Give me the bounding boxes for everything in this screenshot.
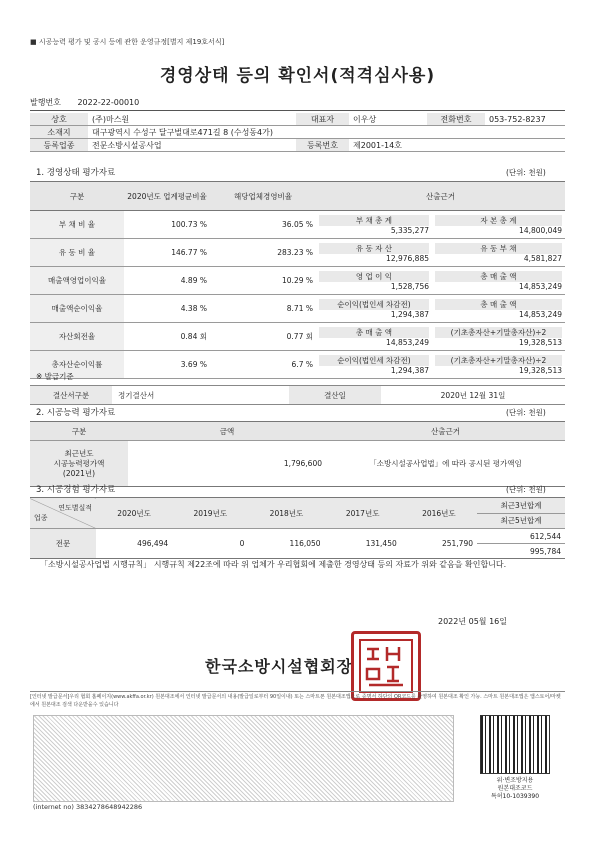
verification-notice: [인터넷 발급문서]우리 협회 홈페이지(www.akffa.or.kr) 원본대조에서 인터넷 발급문서의 내용(발급일로부터 90일이내) 또는 스마트폰 원본대조앱으로 증명서 하단의 QR코드를 촬영하여 원본대조 확인 가능. 스마트 원본대조앱은 앱스토어/마켓에서 원본대조 검색 다운받을수 있습니다: [30, 694, 561, 708]
basis-numerator: [316, 351, 432, 379]
basis-denominator-value: 4,581,827: [523, 253, 562, 263]
company-name: (주)마스원: [88, 113, 296, 126]
col-header-category: 구분: [30, 422, 128, 441]
col-header-industry-average: 2020년도 업계평균비율: [124, 182, 210, 211]
ratio-name: 매출액영업이익율: [30, 267, 124, 295]
firm-ratio: 283.23 %: [210, 239, 316, 267]
basis-denominator-value: 14,800,049: [519, 225, 562, 235]
phone: 053-752-8237: [485, 113, 565, 126]
basis-denominator-value: 19,328,513: [519, 365, 562, 375]
basis-numerator-value: 1,528,756: [390, 281, 429, 291]
capacity-amount: 1,796,600: [128, 441, 326, 487]
ratio-row: [30, 351, 565, 379]
firm-ratio: 6.7 %: [210, 351, 316, 379]
col-header-category: 구분: [30, 182, 124, 211]
ratio-row: [30, 295, 565, 323]
registration-label: 등록번호: [296, 139, 349, 152]
settlement-type: 정기결산서: [112, 386, 289, 405]
settlement-date-label: 결산일: [289, 386, 381, 405]
basis-numerator-label: 영 업 이 익: [319, 271, 429, 282]
divider: [30, 691, 565, 692]
col-header-calculation-basis: 산출근거: [326, 422, 565, 441]
basis-denominator-label: 총 매 출 액: [435, 271, 562, 282]
basis-numerator-value: 1,294,387: [390, 309, 429, 319]
basis-numerator-value: 14,853,249: [386, 337, 429, 347]
ratio-row: [30, 267, 565, 295]
basis-denominator: [432, 239, 565, 267]
company-name-label: 상호: [30, 113, 88, 126]
ratio-name: 유 동 비 율: [30, 239, 124, 267]
firm-ratio: 36.05 %: [210, 211, 316, 239]
basis-denominator: [432, 351, 565, 379]
anti-forgery-pattern: [33, 715, 454, 802]
issuance-basis-table: [30, 385, 565, 405]
basis-denominator-label: 총 매 출 액: [435, 299, 562, 310]
section1-unit: (단위: 천원): [506, 168, 546, 177]
representative: 이우상: [349, 113, 427, 126]
basis-numerator: [316, 239, 432, 267]
basis-denominator-label: (기초총자산+기말총자산)÷2: [435, 355, 562, 366]
business-type-label: 등록업종: [30, 139, 88, 152]
construction-capacity-table: [30, 421, 565, 487]
col-header-amount: 금액: [128, 422, 326, 441]
ratio-name: 총자산순이익률: [30, 351, 124, 379]
management-status-table: [30, 181, 565, 379]
year-header: 2017년도: [325, 498, 401, 529]
issuing-organization: 한국소방시설협회장: [205, 657, 354, 676]
qr-caption-line2: 원본대조코드: [497, 785, 533, 792]
col-header-calculation-basis: 산출근거: [316, 182, 565, 211]
sum3-header: 최근3년합계: [477, 498, 565, 514]
section3-title: 3. 시공경험 평가자료: [36, 485, 116, 495]
capacity-row-label: [30, 441, 128, 487]
issue-number: [30, 97, 139, 108]
phone-label: 전화번호: [427, 113, 485, 126]
basis-denominator-value: 19,328,513: [519, 337, 562, 347]
address: 대구광역시 수성구 달구벌대로471길 8 (수성동4가): [88, 126, 565, 139]
section1-title: 1. 경영상태 평가자료: [36, 168, 116, 178]
confirmation-statement: 「소방시설공사업법 시행규칙」 시행규칙 제22조에 따라 위 업체가 우리협회에 제출한 경영상태 등의 자료가 위와 같음을 확인합니다.: [40, 560, 507, 569]
row-label-specialty: 전문: [30, 529, 96, 559]
basis-numerator-label: 부 채 총 계: [319, 215, 429, 226]
basis-denominator: [432, 267, 565, 295]
firm-ratio: 0.77 회: [210, 323, 316, 351]
registration-number: 제2001-14호: [349, 139, 565, 152]
industry-average-ratio: 146.77 %: [124, 239, 210, 267]
corner-bottom-label: 업종: [34, 514, 48, 522]
basis-numerator: [316, 323, 432, 351]
year-value: 251,790: [401, 529, 477, 559]
industry-average-ratio: 4.89 %: [124, 267, 210, 295]
firm-ratio: 10.29 %: [210, 267, 316, 295]
basis-numerator: [316, 211, 432, 239]
year-header: 2020년도: [96, 498, 172, 529]
qr-caption: [478, 777, 552, 801]
year-value: 0: [172, 529, 248, 559]
ratio-name: 부 채 비 율: [30, 211, 124, 239]
basis-denominator-value: 14,853,249: [519, 281, 562, 291]
ratio-row: [30, 211, 565, 239]
basis-numerator-label: 유 동 자 산: [319, 243, 429, 254]
basis-numerator-value: 1,294,387: [390, 365, 429, 375]
divider: [30, 110, 565, 111]
address-label: 소재지: [30, 126, 88, 139]
year-header: 2019년도: [172, 498, 248, 529]
industry-average-ratio: 100.73 %: [124, 211, 210, 239]
capacity-basis: 「소방시설공사업법」에 따라 공시된 평가액임: [326, 441, 565, 487]
basis-denominator: [432, 323, 565, 351]
qr-caption-line3: 특허10-1039390: [490, 793, 540, 800]
form-reference-note: ■ 시공능력 평가 및 공시 등에 관한 운영규정[별지 제19호서식]: [30, 37, 224, 47]
total5-value: 995,784: [477, 544, 565, 559]
sum5-header: 최근5년합계: [477, 513, 565, 529]
basis-numerator: [316, 267, 432, 295]
verification-qr-code: [480, 715, 550, 774]
basis-denominator-label: 자 본 총 계: [435, 215, 562, 226]
basis-denominator: [432, 211, 565, 239]
capacity-label-line1: 최근년도: [64, 448, 94, 458]
internet-number: (internet no) 3834278648942286: [33, 803, 143, 811]
year-value: 131,450: [325, 529, 401, 559]
basis-numerator-label: 순이익(법인세 차감전): [319, 299, 429, 310]
ratio-name: 자산회전율: [30, 323, 124, 351]
section2-title: 2. 시공능력 평가자료: [36, 408, 116, 418]
capacity-label-line3: (2021년): [62, 468, 96, 478]
ratio-name: 매출액순이익율: [30, 295, 124, 323]
year-header: 2018년도: [248, 498, 324, 529]
issue-date: 2022년 05월 16일: [438, 617, 507, 626]
construction-experience-table: [30, 497, 565, 559]
section2-unit: (단위: 천원): [506, 408, 546, 417]
company-info-table: [30, 113, 565, 152]
issue-number-value: 2022-22-00010: [77, 98, 140, 107]
total3-value: 612,544: [477, 529, 565, 544]
basis-numerator-label: 순이익(법인세 차감전): [319, 355, 429, 366]
business-type: 전문소방시설공사업: [88, 139, 296, 152]
basis-numerator-value: 5,335,277: [390, 225, 429, 235]
ratio-row: [30, 323, 565, 351]
industry-average-ratio: 0.84 회: [124, 323, 210, 351]
document-title: 경영상태 등의 확인서(적격심사용): [159, 66, 436, 86]
settlement-type-label: 결산서구분: [30, 386, 112, 405]
basis-numerator: [316, 295, 432, 323]
industry-average-ratio: 4.38 %: [124, 295, 210, 323]
firm-ratio: 8.71 %: [210, 295, 316, 323]
basis-numerator-label: 총 매 출 액: [319, 327, 429, 338]
section3-unit: (단위: 천원): [506, 485, 546, 494]
year-value: 116,050: [248, 529, 324, 559]
year-header: 2016년도: [401, 498, 477, 529]
year-value: 496,494: [96, 529, 172, 559]
industry-average-ratio: 3.69 %: [124, 351, 210, 379]
ratio-row: [30, 239, 565, 267]
settlement-date: 2020년 12월 31일: [381, 386, 565, 405]
representative-label: 대표자: [296, 113, 349, 126]
qr-caption-line1: 위·변조방지용: [496, 777, 534, 784]
issue-number-label: 발행번호: [30, 98, 61, 107]
basis-denominator-label: 유 동 부 채: [435, 243, 562, 254]
capacity-label-line2: 시공능력평가액: [53, 458, 105, 468]
basis-denominator-label: (기초총자산+기말총자산)÷2: [435, 327, 562, 338]
basis-numerator-value: 12,976,885: [386, 253, 429, 263]
basis-denominator-value: 14,853,249: [519, 309, 562, 319]
table-corner-cell: [30, 498, 96, 529]
col-header-firm-ratio: 해당업체경영비율: [210, 182, 316, 211]
issuance-basis-label: ※ 발급기준: [36, 372, 74, 381]
basis-denominator: [432, 295, 565, 323]
corner-top-label: 연도별실적: [58, 504, 92, 512]
seal-glyph-pattern: [357, 637, 415, 695]
